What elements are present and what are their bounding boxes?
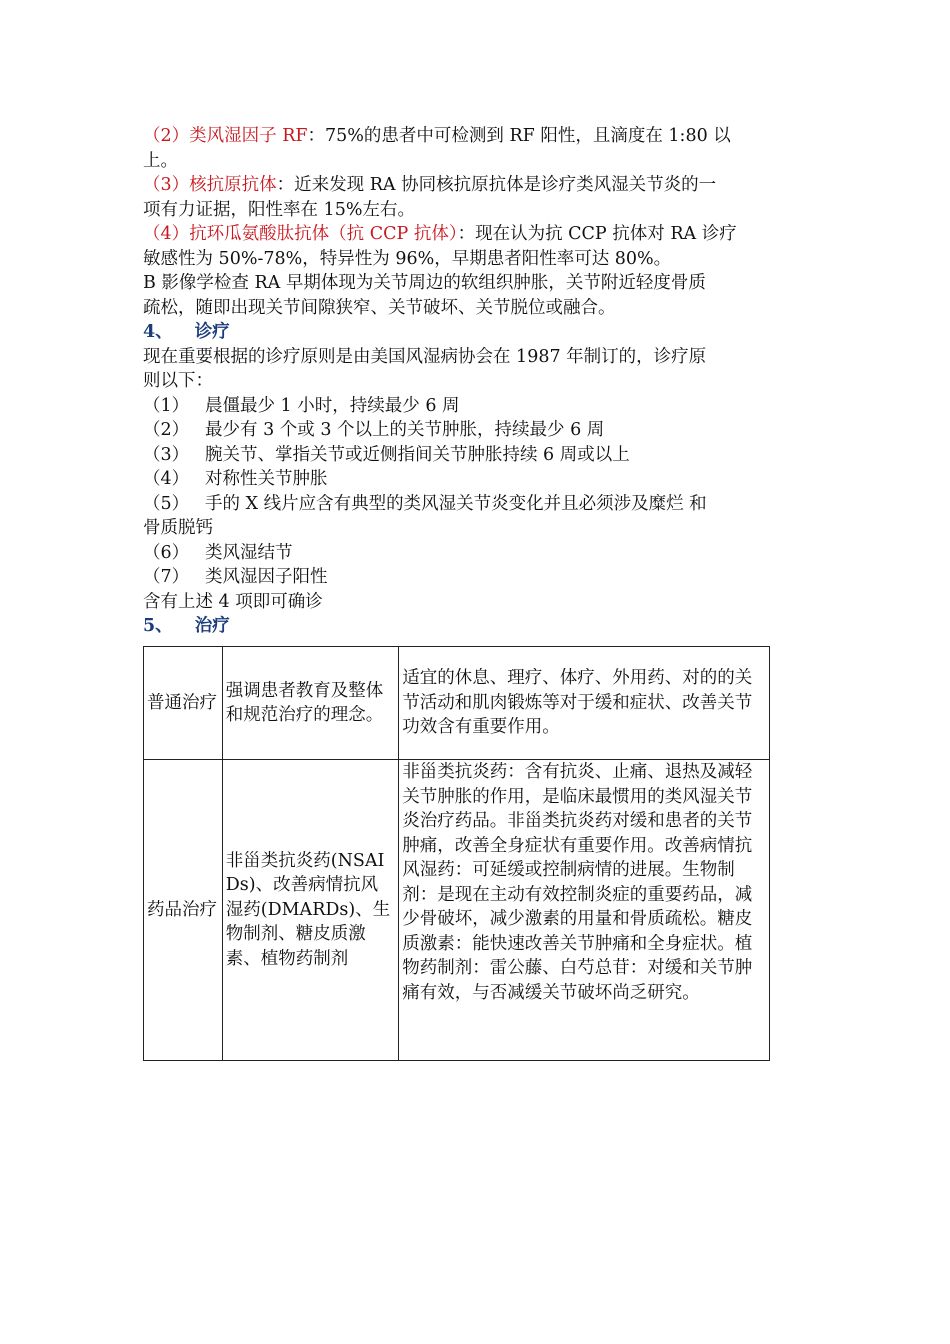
criteria-item: （7） 类风湿因子阳性 bbox=[143, 567, 328, 587]
imaging-line2: 疏松，随即出现关节间隙狭窄、关节破坏、关节脱位或融合。 bbox=[143, 297, 616, 318]
rf-paragraph-line1 bbox=[143, 124, 823, 149]
imaging-line1: B 影像学检查 RA 早期体现为关节周边的软组织肿胀，关节附近轻度骨质 bbox=[143, 273, 706, 293]
treatment-category: 普通治疗 bbox=[144, 647, 223, 760]
rf-text: ：75%的患者中可检测到 RF 阳性，且滴度在 1:80 以 bbox=[307, 126, 731, 146]
document-body bbox=[143, 124, 823, 639]
ccp-label: （4）抗环瓜氨酸肽抗体（抗 CCP 抗体） bbox=[143, 224, 458, 244]
section5-heading bbox=[143, 614, 823, 639]
section4-intro-line2: 则以下： bbox=[143, 371, 213, 391]
ana-text: ：近来发现 RA 协同核抗原抗体是诊疗类风湿关节炎的一 bbox=[276, 175, 717, 195]
section4-intro-line1: 现在重要根据的诊疗原则是由美国风湿病协会在 1987 年制订的，诊疗原 bbox=[143, 346, 707, 367]
ccp-paragraph-line2: 敏感性为 50%-78%，特异性为 96%，早期患者阳性率可达 80%。 bbox=[143, 248, 672, 269]
treatment-summary: 非甾类抗炎药(NSAIDs)、改善病情抗风湿药(DMARDs)、生物制剂、糖皮质激素、植物药制剂 bbox=[222, 760, 398, 1061]
rf-label: （2）类风湿因子 RF bbox=[143, 126, 308, 146]
ana-paragraph-line1 bbox=[143, 173, 823, 198]
treatment-summary: 强调患者教育及整体和规范治疗的理念。 bbox=[222, 647, 398, 760]
diagnosis-conclusion: 含有上述 4 项即可确诊 bbox=[143, 591, 323, 612]
criteria-item-continuation: 骨质脱钙 bbox=[143, 518, 213, 538]
table-row bbox=[144, 647, 770, 760]
criteria-item: （2） 最少有 3 个或 3 个以上的关节肿胀，持续最少 6 周 bbox=[143, 420, 605, 440]
criteria-item: （1） 晨僵最少 1 小时，持续最少 6 周 bbox=[143, 395, 460, 416]
ccp-text: ：现在认为抗 CCP 抗体对 RA 诊疗 bbox=[457, 224, 737, 244]
section4-number: 4、 bbox=[143, 322, 173, 342]
table-row bbox=[144, 760, 770, 1061]
criteria-item: （5） 手的 X 线片应含有典型的类风湿关节炎变化并且必须涉及糜烂 和 bbox=[143, 493, 707, 514]
ccp-paragraph-line1 bbox=[143, 222, 823, 247]
section4-heading bbox=[143, 320, 823, 345]
section5-title: 治疗 bbox=[194, 616, 230, 636]
criteria-item: （6） 类风湿结节 bbox=[143, 542, 293, 563]
treatment-category: 药品治疗 bbox=[144, 760, 223, 1061]
treatment-detail: 适宜的休息、理疗、体疗、外用药、对的的关节活动和肌肉锻炼等对于缓和症状、改善关节功效含有重要作用。 bbox=[399, 647, 770, 760]
criteria-item: （3） 腕关节、掌指关节或近侧指间关节肿胀持续 6 周或以上 bbox=[143, 444, 630, 465]
treatment-detail: 非甾类抗炎药：含有抗炎、止痛、退热及减轻关节肿胀的作用，是临床最惯用的类风湿关节炎治疗药品。非甾类抗炎药对缓和患者的关节肿痛，改善全身症状有重要作用。改善病情抗风湿药：可延缓或控制病情的进展。生物制剂：是现在主动有效控制炎症的重要药品，减少骨破坏，减少激素的用量和骨质疏松。糖皮质激素：能快速改善关节肿痛和全身症状。植物药制剂：雷公藤、白芍总苷：对缓和关节肿痛有效，与否减缓关节破坏尚乏研究。 bbox=[399, 760, 770, 1061]
section4-title: 诊疗 bbox=[194, 322, 230, 342]
ana-paragraph-line2: 项有力证据，阳性率在 15%左右。 bbox=[143, 199, 415, 220]
ana-label: （3）核抗原抗体 bbox=[143, 175, 277, 195]
section5-number: 5、 bbox=[143, 616, 173, 636]
rf-paragraph-line2: 上。 bbox=[143, 150, 178, 171]
treatment-table bbox=[143, 646, 770, 1061]
criteria-item: （4） 对称性关节肿胀 bbox=[143, 469, 328, 489]
